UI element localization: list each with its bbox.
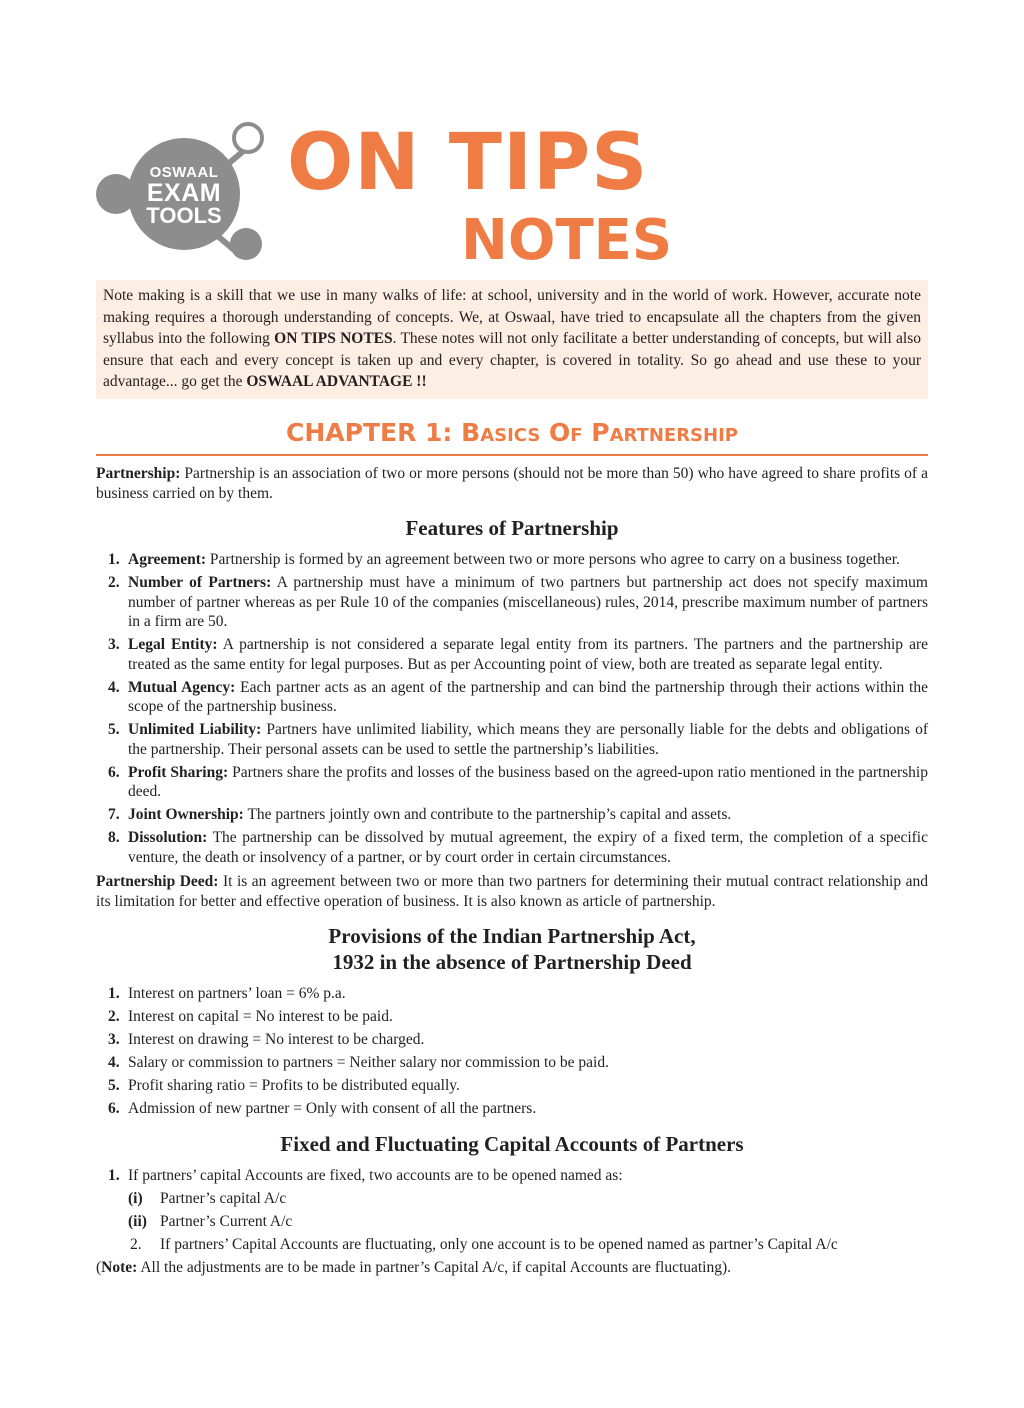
item-number: 5. <box>108 721 120 738</box>
intro-box <box>96 280 928 399</box>
item-number: 7. <box>108 806 120 823</box>
list-item <box>96 984 928 1004</box>
intro-text: Note making is a skill that we use in many walks of life: at school, university and in the world of work. However, accurate note making requires a thorough understanding of concepts. We, at Oswaal, have tried to encapsulate all the chapters from the given syllabus into the following <box>103 287 921 347</box>
list-item <box>96 573 928 632</box>
sub-item-number: (ii) <box>128 1213 147 1230</box>
list-item <box>96 550 928 570</box>
partnership-definition <box>96 464 928 503</box>
sub-item-number: (i) <box>128 1190 143 1207</box>
list-item <box>96 805 928 825</box>
list-item <box>96 635 928 674</box>
definition-term: Partnership: <box>96 465 181 482</box>
features-list <box>96 550 928 867</box>
item-number: 8. <box>108 829 120 846</box>
item-number: 1. <box>108 551 120 568</box>
hero-title-notes: NOTES <box>461 208 673 273</box>
definition-term: Partnership Deed: <box>96 873 219 890</box>
list-item <box>96 1166 928 1186</box>
logo-circle <box>128 138 240 250</box>
logo-text-tools: TOOLS <box>146 203 222 228</box>
provisions-heading-line2: 1932 in the absence of Partnership Deed <box>332 950 692 974</box>
item-term: Dissolution: <box>128 829 208 846</box>
item-text: Partners share the profits and losses of the business based on the agreed-upon ratio mentioned in the partnership deed. <box>128 763 928 800</box>
intro-bold-oswaal-advantage: OSWAAL ADVANTAGE !! <box>246 373 427 390</box>
list-item <box>96 763 928 802</box>
item-text: A partnership is not considered a separate legal entity from its partners. The partners and the partnership are treated as the same entity for legal purposes. But as per Accounting point of view, both are treated as separate legal entity. <box>128 636 928 673</box>
list-item <box>96 1235 928 1255</box>
item-number: 5. <box>108 1077 120 1094</box>
sub-item-text: Partner’s capital A/c <box>160 1190 287 1207</box>
intro-bold-on-tips-notes: ON TIPS NOTES <box>274 330 393 347</box>
chapter-prefix: CHAPTER 1: <box>286 418 462 447</box>
item-text: Interest on drawing = No interest to be charged. <box>128 1031 425 1048</box>
item-text: If partners’ capital Accounts are fixed, two accounts are to be opened named as: <box>128 1166 623 1184</box>
item-text: If partners’ Capital Accounts are fluctuating, only one account is to be opened named as partner’s Capital A/c <box>160 1236 838 1253</box>
logo-text-exam: EXAM <box>146 179 222 207</box>
item-text: Partners have unlimited liability, which means they are personally liable for the debts and obligations of the partnership. Their personal assets can be used to settle the partnership’s liabilities. <box>128 721 928 758</box>
note-label: Note: <box>101 1259 138 1276</box>
item-number: 4. <box>108 1054 120 1071</box>
note-text: All the adjustments are to be made in partner’s Capital A/c, if capital Accounts are fluctuating). <box>137 1259 732 1276</box>
item-text: Admission of new partner = Only with consent of all the partners. <box>128 1100 537 1117</box>
list-item <box>96 1053 928 1073</box>
item-number: 2. <box>108 574 120 591</box>
logo-text-oswaal: OSWAAL <box>149 164 219 181</box>
note-open-paren: ( <box>96 1259 102 1276</box>
chapter-rule <box>96 454 928 456</box>
item-number: 6. <box>108 763 120 781</box>
item-term: Agreement: <box>128 551 207 568</box>
chapter-heading <box>96 416 928 450</box>
logo-ring-dot <box>232 122 264 154</box>
item-text: Interest on capital = No interest to be paid. <box>128 1008 393 1025</box>
item-term: Legal Entity: <box>128 636 218 653</box>
list-item <box>96 1076 928 1096</box>
hero-title-on-tips: ON TIPS <box>287 118 649 208</box>
provisions-heading <box>96 923 928 975</box>
item-text: The partners jointly own and contribute to the partnership’s capital and assets. <box>243 806 732 823</box>
item-term: Mutual Agency: <box>128 678 236 696</box>
item-text: Partnership is formed by an agreement between two or more persons who agree to carry on a business together. <box>206 551 900 568</box>
logo-bottom-dot <box>230 228 262 260</box>
list-item <box>96 1099 928 1119</box>
item-number: 1. <box>108 1166 120 1184</box>
intro-text: . These notes will not only facilitate a better understanding of concepts, but will also ensure that each and every concept is taken up and every chapter, is covered in totality. So go ahead and use these to your advantage... go get the <box>103 330 922 390</box>
item-number: 3. <box>108 1031 120 1048</box>
sub-item-text: Partner’s Current A/c <box>160 1213 293 1230</box>
list-item <box>96 1030 928 1050</box>
provisions-heading-line1: Provisions of the Indian Partnership Act, <box>328 924 696 948</box>
capital-accounts-heading: Fixed and Fluctuating Capital Accounts of Partners <box>280 1131 744 1156</box>
capital-note <box>96 1258 928 1278</box>
sub-item <box>96 1189 928 1209</box>
list-item <box>96 828 928 867</box>
list-item <box>96 1007 928 1027</box>
features-heading: Features of Partnership <box>405 516 619 540</box>
item-number: 3. <box>108 636 120 653</box>
item-text: A partnership must have a minimum of two partners but partnership act does not specify maximum number of partner whereas as per Rule 10 of the companies (miscellaneous) rules, 2014, prescribe maximum number of partners in a firm are 50. <box>128 574 928 630</box>
oswaal-exam-tools-logo <box>94 118 274 268</box>
definition-text: It is an agreement between two or more than two partners for determining their mutual contract relationship and its limitation for better and effective operation of business. It is also known as article of partnership. <box>96 873 928 910</box>
item-text: Interest on partners’ loan = 6% p.a. <box>128 985 346 1002</box>
item-text: Profit sharing ratio = Profits to be distributed equally. <box>128 1077 460 1094</box>
capital-accounts-list <box>96 1166 928 1186</box>
item-term: Profit Sharing: <box>128 763 229 781</box>
partnership-deed-definition <box>96 872 928 911</box>
list-item <box>96 720 928 759</box>
list-item <box>96 678 928 717</box>
item-number: 1. <box>108 985 120 1002</box>
item-term: Joint Ownership: <box>128 806 244 823</box>
item-number: 4. <box>108 678 120 696</box>
item-text: Salary or commission to partners = Neither salary nor commission to be paid. <box>128 1054 609 1071</box>
item-term: Unlimited Liability: <box>128 721 262 738</box>
definition-text: Partnership is an association of two or more persons (should not be more than 50) who have agreed to share profits of a business carried on by them. <box>96 465 928 502</box>
chapter-title: Basics Of Partnership <box>461 418 738 447</box>
item-text: The partnership can be dissolved by mutual agreement, the expiry of a fixed term, the completion of a specific venture, the death or insolvency of a partner, or by court order in certain circumstances. <box>128 829 928 866</box>
sub-item <box>96 1212 928 1232</box>
item-number: 2. <box>130 1236 142 1253</box>
chapter-content <box>96 464 928 1287</box>
item-term: Number of Partners: <box>128 574 272 591</box>
item-text: Each partner acts as an agent of the partnership and can bind the partnership through their actions within the scope of the partnership business. <box>128 678 928 715</box>
item-number: 2. <box>108 1008 120 1025</box>
provisions-list <box>96 984 928 1119</box>
item-number: 6. <box>108 1100 120 1117</box>
